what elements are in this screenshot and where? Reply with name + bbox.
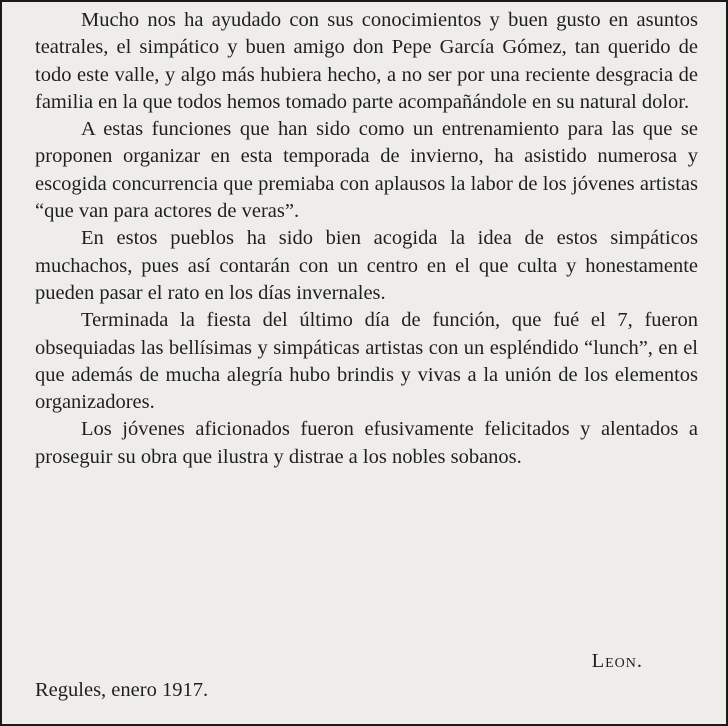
author-signature: Leon. xyxy=(591,650,643,672)
paragraph-4: Terminada la fiesta del último día de función, que fué el 7, fueron obsequiadas las bellísimas y simpáticas artistas con un espléndido “lunch”, en el que además de mucha alegría hubo brindis y vivas a la unión de los elementos organizadores. xyxy=(35,309,698,414)
paragraph-5: Los jóvenes aficionados fueron efusivamente felicitados y alentados a proseguir su obra que ilustra y distrae a los nobles sobanos. xyxy=(35,418,698,468)
paragraph-1: Mucho nos ha ayudado con sus conocimientos y buen gusto en asuntos teatrales, el simpático y buen amigo don Pepe García Gómez, tan querido de todo este valle, y algo más hubiera hecho, a no ser por una reciente desgracia de familia en la que todos hemos tomado parte acompañándole en su natural dolor. xyxy=(35,9,698,113)
article-body xyxy=(35,7,698,471)
paragraph-2: A estas funciones que han sido como un entrenamiento para las que se proponen organizar en esta temporada de invierno, ha asistido numerosa y escogida concurrencia que premiaba con aplausos la labor de los jóvenes artistas “que van para actores de veras”. xyxy=(35,118,698,223)
paragraph-3: En estos pueblos ha sido bien acogida la idea de estos simpáticos muchachos, pues así contarán con un centro en el que culta y honestamente pueden pasar el rato en los días invernales. xyxy=(35,227,698,304)
dateline: Regules, enero 1917. xyxy=(35,679,209,701)
